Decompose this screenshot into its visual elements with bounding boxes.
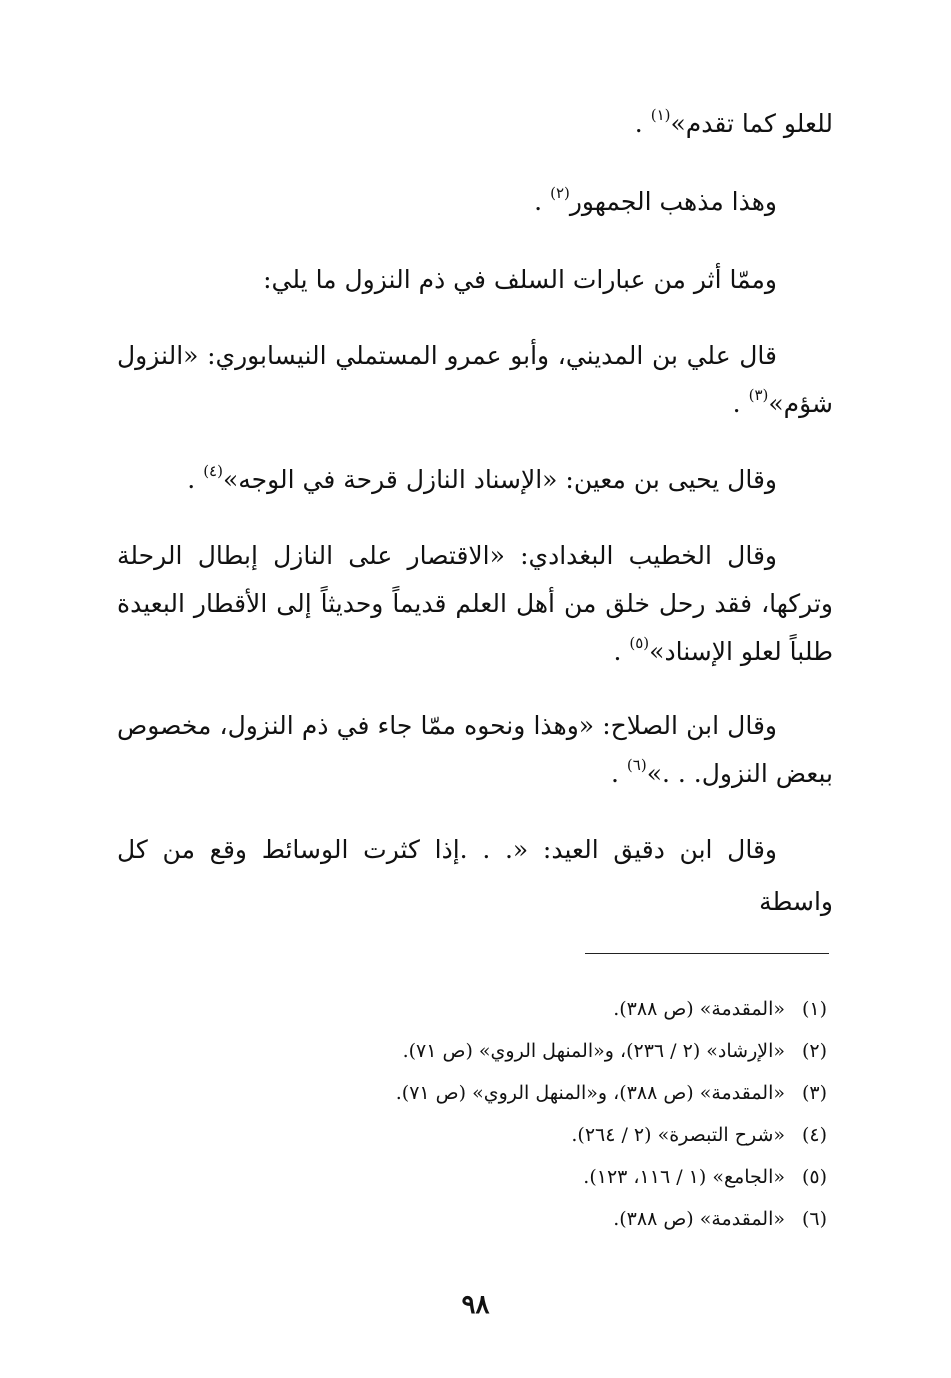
footnote-text: «المقدمة» (ص ٣٨٨). bbox=[613, 998, 785, 1020]
footnote-text: «الإرشاد» (٢ / ٢٣٦)، و«المنهل الروي» (ص ٧١). bbox=[402, 1040, 785, 1062]
footnote-number: (٦) bbox=[801, 1208, 827, 1230]
paragraph: وقال ابن الصلاح: «وهذا ونحوه ممّا جاء في ذم النزول، مخصوص ببعض النزول. . .»$^{(٦)}$ . bbox=[117, 711, 833, 788]
footnote bbox=[127, 1156, 827, 1198]
footnote-ref: (٤) bbox=[203, 462, 223, 480]
paragraph: وقال الخطيب البغدادي: «الاقتصار على النازل إبطال الرحلة وتركها، فقد رحل خلق من أهل العلم قديماً وحديثاً إلى الأقطار البعيدة طلباً لعلو الإسناد»$^{(٥)}$ . bbox=[117, 541, 833, 666]
footnote-text: «الجامع» (١ / ١١٦، ١٢٣). bbox=[583, 1166, 785, 1188]
page-number: ٩٨ bbox=[461, 1290, 490, 1320]
main-text bbox=[117, 98, 833, 954]
footnote bbox=[127, 1198, 827, 1240]
footnote-number: (٣) bbox=[801, 1082, 827, 1104]
paragraph: قال علي بن المديني، وأبو عمرو المستملي النيسابوري: «النزول شؤم»$^{(٣)}$ . bbox=[117, 341, 833, 418]
footnote-ref: (٢) bbox=[550, 184, 570, 202]
footnote-number: (١) bbox=[801, 998, 827, 1020]
footnote-ref: (٣) bbox=[748, 386, 769, 404]
footnote-text: «شرح التبصرة» (٢ / ٢٦٤). bbox=[571, 1124, 785, 1146]
footnote bbox=[127, 988, 827, 1030]
paragraph: وقال ابن دقيق العيد: «. . .إذا كثرت الوسائط وقع من كل واسطة bbox=[117, 835, 833, 916]
footnotes bbox=[127, 988, 827, 1240]
footnote-number: (٢) bbox=[801, 1040, 827, 1062]
footnote-ref: (١) bbox=[650, 106, 671, 124]
footnote-text: «المقدمة» (ص ٣٨٨). bbox=[613, 1208, 785, 1230]
paragraph: وقال يحيى بن معين: «الإسناد النازل قرحة في الوجه»$^{(٤)}$ . bbox=[187, 462, 777, 494]
footnote-text: «المقدمة» (ص ٣٨٨)، و«المنهل الروي» (ص ٧١). bbox=[395, 1082, 785, 1104]
footnote bbox=[127, 1114, 827, 1156]
footnote-separator bbox=[585, 953, 829, 954]
paragraph-continuation: للعلو كما تقدم»$^{(١)}$ . bbox=[634, 106, 833, 138]
footnote-number: (٤) bbox=[801, 1124, 827, 1146]
paragraph: وممّا أثر من عبارات السلف في ذم النزول ما يلي: bbox=[263, 265, 777, 294]
footnote-ref: (٥) bbox=[629, 634, 650, 652]
paragraph: وهذا مذهب الجمهور$^{(٢)}$ . bbox=[534, 184, 777, 216]
footnote bbox=[127, 1030, 827, 1072]
footnote bbox=[127, 1072, 827, 1114]
footnote-number: (٥) bbox=[801, 1166, 827, 1188]
footnote-ref: (٦) bbox=[626, 756, 647, 774]
